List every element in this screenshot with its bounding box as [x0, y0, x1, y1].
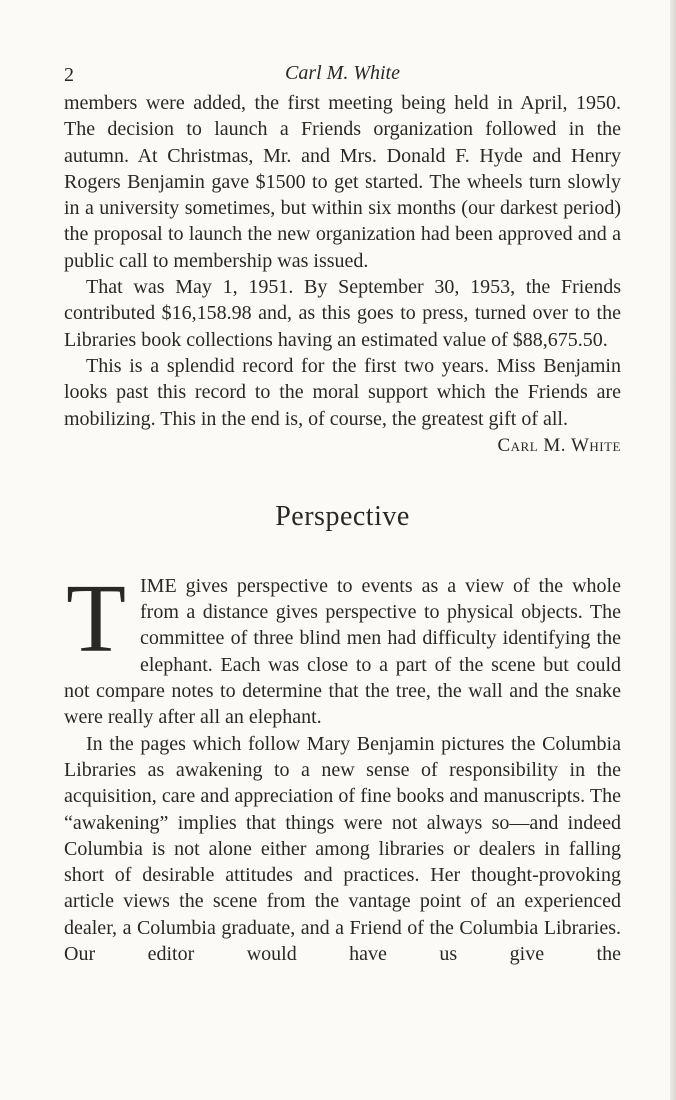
drop-cap-letter: T: [66, 578, 126, 655]
page-number: 2: [64, 64, 74, 86]
section-title: Perspective: [275, 500, 410, 532]
page: [64, 58, 621, 967]
signature: Carl M. White: [497, 434, 621, 456]
running-head: [64, 58, 621, 90]
section-paragraph-2: In the pages which follow Mary Benjamin pictures the Columbia Libraries as awakening to a new sense of responsibility in the acquisition, care and appreciation of fine books and manuscripts. The “awakening” implies that things were not always so—and indeed Columbia is not alone either among libraries or dealers in falling short of desirable attitudes and practices. Her thought-provoking article views the scene from the vantage point of an experienced dealer, a Columbia graduate, and a Friend of the Columbia Libraries. Our editor would have us give the: [64, 732, 621, 966]
body-paragraph-1: members were added, the first meeting being held in April, 1950. The decision to launch a Friends organization followed in the autumn. At Christmas, Mr. and Mrs. Donald F. Hyde and Henry Rogers Benjamin gave $1500 to get started. The wheels turn slowly in a university sometimes, but within six months (our darkest period) the proposal to launch the new organization had been approved and a public call to membership was issued.: [64, 92, 621, 272]
body-paragraph-3: This is a splendid record for the first two years. Miss Benjamin looks past this record to the moral support which the Friends are mobilizing. This in the end is, of course, the greatest gift of all.: [64, 354, 621, 430]
section-paragraph-1: IME gives perspective to events as a view of the whole from a distance gives perspective to physical objects. The committee of three blind men had difficulty identifying the elephant. Each was close to a part of the scene but could not compare notes to determine that the tree, the wall and the snake were really after all an elephant.: [64, 574, 621, 729]
drop-cap-initial: [61, 579, 131, 655]
section-opening: [64, 573, 621, 731]
running-title: Carl M. White: [285, 62, 400, 84]
page-edge: [670, 0, 676, 1100]
body-paragraph-2: That was May 1, 1951. By September 30, 1953, the Friends contributed $16,158.98 and, as this goes to press, turned over to the Libraries book collections having an estimated value of $88,675.50.: [64, 276, 621, 351]
